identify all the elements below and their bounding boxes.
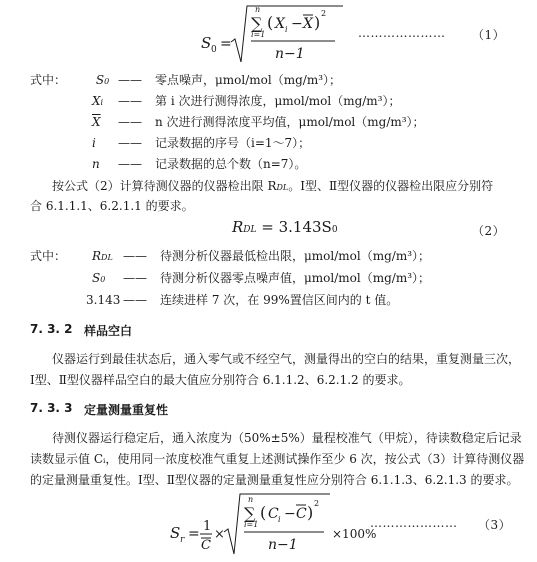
eq3-sigma: ∑ — [244, 504, 256, 523]
para1-line1-sub: DL — [276, 183, 289, 192]
sec732-title: 样品空白 — [84, 324, 133, 338]
sec733-line3: 的定量测量重复性。Ⅰ型、Ⅱ型仪器的定量测量重复性应分别符合 6.1.1.3、6.2.1.3 的要求。 — [30, 473, 519, 487]
sec732-line2: Ⅰ型、Ⅱ型仪器样品空白的最大值应分别符合 6.1.1.2、6.2.1.2 的要求。 — [30, 373, 411, 387]
eq2-rhs: = 3.143S — [261, 218, 332, 236]
defs1-sym: S — [95, 73, 105, 87]
equation-2-formula — [232, 218, 338, 236]
eq1-paren-close: ) — [314, 13, 321, 32]
para1-line1-rest: 。Ⅰ型、Ⅱ型仪器的仪器检出限应分别符 — [288, 179, 494, 193]
eq1-equals: = — [220, 36, 232, 52]
defs2-text: 连续进样 7 次，在 99%置信区间内的 t 值。 — [160, 293, 399, 307]
defs2-sym: R — [92, 249, 102, 263]
eq3-dots: ………………… — [370, 516, 458, 530]
defs2-dash: —— — [123, 249, 147, 263]
eq1-lhs: S — [201, 34, 212, 52]
eq3-frac-den: C — [201, 538, 211, 553]
defs1-row — [92, 156, 100, 172]
sec732-number: 7. 3. 2 — [30, 322, 73, 336]
para1-line1: 按公式（2）计算待测仪器的仪器检出限 R — [52, 179, 277, 193]
defs1-sym: n — [92, 157, 100, 171]
defs1-text: 记录数据的总个数（n=7）。 — [155, 157, 307, 171]
eq3-ci: C — [268, 506, 279, 522]
para1-line2: 合 6.1.1.1、6.2.1.1 的要求。 — [30, 199, 194, 213]
defs2-row — [92, 270, 105, 288]
sec733-title: 定量测量重复性 — [84, 403, 169, 417]
sec732-line1: 仪器运行到最佳状态后，通入零气或不经空气，测量得出的空白的结果，重复测量三次， — [52, 352, 521, 366]
eq3-frac-num: 1 — [203, 519, 212, 534]
eq3-times-100: ×100% — [332, 527, 377, 541]
eq1-pow: 2 — [321, 9, 327, 18]
eq3-number: （3） — [478, 518, 512, 532]
defs1-row — [92, 72, 109, 90]
eq3-equals: = — [188, 526, 200, 542]
defs1-text: n 次进行测得浓度平均值，μmol/mol（mg/m³）； — [155, 115, 425, 129]
eq1-denom: n−1 — [275, 46, 305, 62]
eq1-lhs-sub: 0 — [211, 45, 217, 55]
eq1-sum-top: n — [255, 5, 261, 14]
sec733-line1: 待测仪器运行稳定后，通入浓度为（50%±5%）量程校准气（甲烷），待读数稳定后记录 — [52, 431, 522, 445]
eq3-sum-top: n — [248, 495, 254, 504]
defs1-sym-sub: 0 — [104, 77, 110, 86]
defs2-dash: —— — [123, 293, 147, 307]
eq3-lhs-sub: r — [180, 535, 185, 545]
defs2-text: 待测分析仪器最低检出限，μmol/mol（mg/m³）； — [160, 249, 431, 263]
defs1-dash: —— — [118, 94, 142, 108]
eq1-sum-bottom: i=1 — [251, 30, 266, 39]
defs2-text: 待测分析仪器零点噪声值，μmol/mol（mg/m³）； — [160, 271, 431, 285]
eq3-ci-sub: i — [278, 515, 281, 524]
defs2-sym: S — [92, 271, 101, 285]
defs1-sym: i — [92, 136, 96, 150]
eq1-dots: ………………… — [358, 26, 446, 40]
eq1-number: （1） — [472, 28, 506, 42]
defs1-row — [92, 114, 101, 130]
eq2-number: （2） — [472, 224, 506, 238]
defs1-sym-sub: i — [100, 98, 104, 107]
sec733-line2: 读数显示值 Cᵢ，使用同一浓度校准气重复上述测试操作至少 6 次，按公式（3）计算待测仪器 — [30, 452, 525, 466]
sec733-number: 7. 3. 3 — [30, 401, 73, 415]
equation-3-formula — [168, 492, 377, 560]
eq3-cbar: C — [296, 506, 307, 522]
eq1-xi: X — [275, 16, 285, 32]
defs1-dash: —— — [118, 136, 142, 150]
eq3-paren-close: ) — [307, 503, 314, 522]
defs2-dash: —— — [123, 271, 147, 285]
defs2-row — [92, 248, 113, 266]
defs2-prefix: 式中： — [30, 249, 67, 263]
eq1-minus: − — [291, 16, 303, 32]
defs1-prefix: 式中： — [30, 73, 67, 87]
defs1-text: 第 i 次进行测得浓度，μmol/mol（mg/m³）； — [155, 94, 401, 108]
eq3-minus: − — [284, 506, 296, 522]
defs2-sym-sub: 0 — [100, 275, 106, 284]
eq3-lhs: S — [170, 524, 181, 542]
defs1-sym: $\overline{X}$ — [92, 115, 101, 129]
eq1-xi-sub: i — [285, 25, 288, 34]
eq3-pow: 2 — [314, 499, 320, 508]
eq2-lhs-sub: DL — [243, 225, 257, 235]
defs1-row — [92, 93, 103, 111]
defs2-row — [86, 292, 120, 308]
eq2-rhs-sub: 0 — [331, 225, 338, 235]
eq3-sum-bottom: i=1 — [244, 520, 259, 529]
eq1-paren-open: ( — [267, 13, 274, 32]
defs2-sym-sub: DL — [101, 253, 113, 262]
eq2-lhs: R — [232, 218, 244, 236]
defs1-sym: X — [92, 94, 101, 108]
defs1-dash: —— — [118, 115, 142, 129]
equation-1-formula — [195, 4, 345, 66]
eq1-xbar: X — [303, 16, 313, 32]
defs1-row — [92, 135, 96, 151]
eq3-denom: n−1 — [268, 537, 298, 553]
defs1-dash: —— — [118, 73, 142, 87]
eq3-times: × — [214, 527, 225, 542]
defs2-sym: 3.143 — [86, 293, 121, 307]
defs1-text: 零点噪声，μmol/mol（mg/m³）； — [155, 73, 342, 87]
defs1-dash: —— — [118, 157, 142, 171]
eq1-sigma: ∑ — [251, 14, 263, 33]
defs1-text: 记录数据的序号（i=1～7）； — [155, 136, 311, 150]
eq3-paren-open: ( — [260, 503, 267, 522]
